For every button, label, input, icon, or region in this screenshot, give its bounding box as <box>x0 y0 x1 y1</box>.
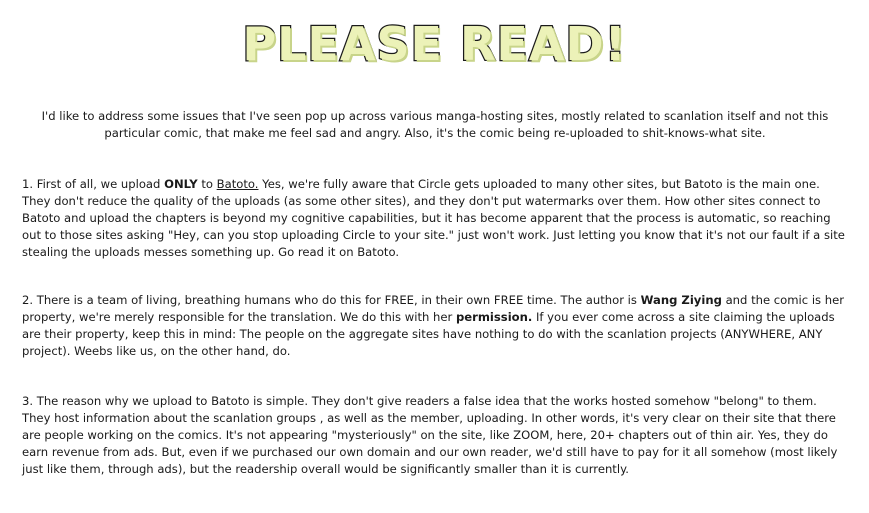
intro-paragraph: I'd like to address some issues that I've seen pop up across various manga-hosting sites, mostly related to scanlation itself and not this particular comic, that make me feel sad and angry. Also, it's the comic being re-uploaded to shit-knows-what site. <box>41 109 829 140</box>
title-banner <box>0 14 869 74</box>
page-title: PLEASE READ! <box>242 17 627 71</box>
p1-text-c: Yes, we're fully aware that Circle gets uploaded to many other sites, but Batoto is the main one. They don't reduce the quality of the uploads (as some other sites), and they don't put watermarks over them. How other sites connect to Batoto and upload the chapters is beyond my cognitive capabilities, but it has become apparent that the process is automatic, so reaching out to those sites asking "Hey, can you stop uploading Circle to your site." just won't work. Just letting you know that it's not our fault if a site stealing the uploads messes something up. Go read it on Batoto. <box>22 177 845 259</box>
only-emphasis: ONLY <box>164 177 198 191</box>
paragraph-1 <box>22 176 848 261</box>
p2-text-b: and the comic is her property, we're merely responsible for the translation. We do this with her <box>22 293 845 324</box>
paragraph-2 <box>22 292 848 360</box>
p1-text-a: 1. First of all, we upload <box>22 177 165 191</box>
p2-text-c: If you ever come across a site claiming the uploads are their property, keep this in mind: The people on the aggregate sites have nothing to do with the scanlation projects (ANYWHERE, ANY project). Weebs like us, on the other hand, do. <box>22 310 835 358</box>
paragraph-3: 3. The reason why we upload to Batoto is simple. They don't give readers a false idea that the works hosted somehow "belong" to them. They host information about the scanlation groups , as well as the member, uploading. In other words, it's very clear on their site that there are people working on the comics. It's not appearing "mysteriously" on the site, like ZOOM, here, 20+ chapters out of thin air. Yes, they do earn revenue from ads. But, even if we purchased our own domain and our own reader, we'd still have to pay for it all somehow (most likely just like them, through ads), but the readership overall would be significantly smaller than it is currently. <box>22 394 838 476</box>
p1-text-b: to <box>197 177 217 191</box>
p2-text-a: 2. There is a team of living, breathing humans who do this for FREE, in their own FREE time. The author is <box>22 293 641 307</box>
permission-emphasis: permission. <box>455 310 533 324</box>
author-name: Wang Ziying <box>640 293 722 307</box>
batoto-link[interactable]: Batoto. <box>216 177 259 191</box>
